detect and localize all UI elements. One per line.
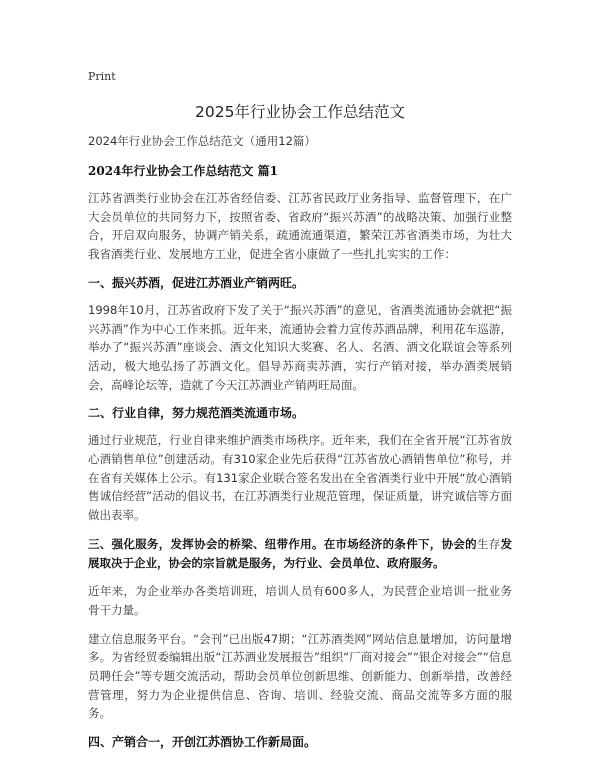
page-title: 2025年行业协会工作总结范文 bbox=[195, 103, 405, 121]
section-3-paragraph-1: 近年来，为企业举办各类培训班，培训人员有600多人，为民营企业培训一批业务骨干力量。 bbox=[88, 584, 512, 617]
section-3-heading-part-3: 发展取决于企业，协会的宗旨就是服务，为行业、会员单位、政府服务。 bbox=[88, 536, 513, 570]
print-link[interactable]: Print bbox=[88, 70, 116, 83]
section-1-paragraph: 1998年10月，江苏省政府下发了关于“振兴苏酒”的意见，省酒类流通协会就把“振兴苏酒”作为中心工作来抓。近年来，流通协会着力宣传苏酒品牌，利用花车巡游，举办了“振兴苏酒”座谈会、酒文化知识大奖赛、名人、名酒、酒文化联谊会等系列活动，极大地弘扬了苏酒文化。倡导苏商卖苏酒，实行产销对接，举办酒类展销会，高峰论坛等，造就了今天江苏酒业产销两旺局面。 bbox=[88, 302, 512, 392]
section-2-heading: 二、行业自律，努力规范酒类流通市场。 bbox=[88, 406, 305, 421]
section-3-heading-part-2: 生存 bbox=[476, 536, 501, 551]
document-body bbox=[88, 133, 512, 760]
section-3-heading bbox=[88, 535, 512, 572]
section-3-heading-part-1: 三、强化服务，发挥协会的桥梁、纽带作用。在市场经济的条件下，协会的 bbox=[88, 536, 477, 551]
subtitle: 2024年行业协会工作总结范文（通用12篇） bbox=[88, 134, 316, 148]
intro-paragraph: 江苏省酒类行业协会在江苏省经信委、江苏省民政厅业务指导、监督管理下，在广大会员单位的共同努力下，按照省委、省政府“振兴苏酒”的战略决策、加强行业整合，开启双向服务，协调产销关系，疏通流通渠道，繁荣江苏省酒类市场，为壮大我省酒类行业、发展地方工业，促进全省小康做了一些扎扎实实的工作： bbox=[88, 191, 512, 262]
section-4-heading: 四、产销合一，开创江苏酒协工作新局面。 bbox=[88, 735, 317, 750]
section-3-paragraph-2: 建立信息服务平台。“会刊”已出版47期；“江苏酒类网”网站信息量增加，访问量增多。为省经贸委编辑出版“江苏酒业发展报告”组织“厂商对接会”“银企对接会”“信息员聘任会”等专题交流活动，帮助会员单位创新思维、创新能力、创新举措，改善经营管理，努力为企业提供信息、咨询、培训、经验交流、商品交流等多方面的服务。 bbox=[88, 631, 512, 721]
article-heading: 2024年行业协会工作总结范文 篇1 bbox=[88, 164, 278, 178]
section-1-heading: 一、振兴苏酒，促进江苏酒业产销两旺。 bbox=[88, 275, 305, 290]
section-2-paragraph: 通过行业规范，行业自律来维护酒类市场秩序。近年来，我们在全省开展“江苏省放心酒销售单位”创建活动。有310家企业先后获得“江苏省放心酒销售单位”称号，并在省有关媒体上公示。有131家企业联合签名发出在全省酒类行业中开展“放心酒销售诚信经营”活动的倡议书，在江苏酒类行业规范管理，保证质量，讲究诚信等方面做出表率。 bbox=[88, 433, 512, 523]
